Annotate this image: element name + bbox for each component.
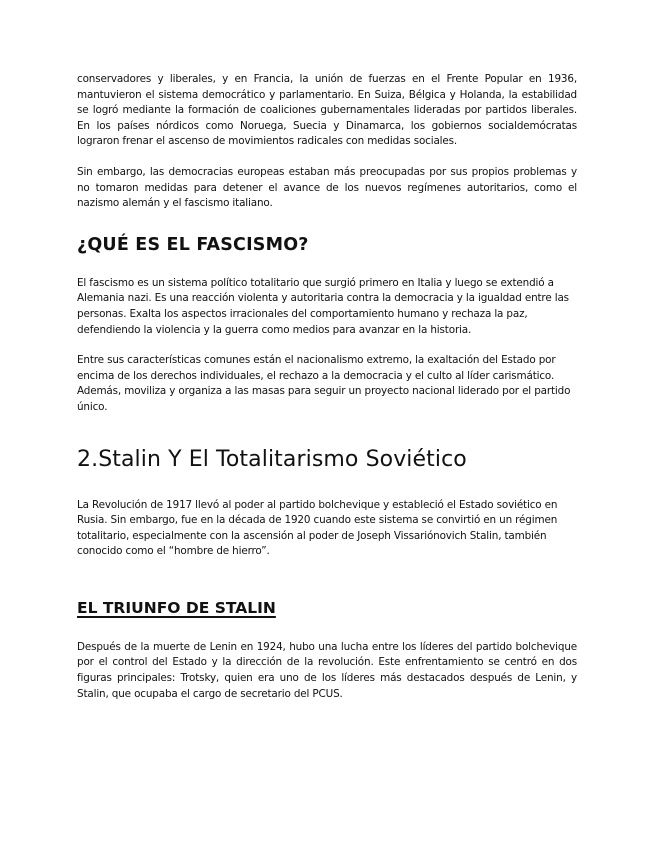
fascismo-heading: ¿QUÉ ES EL FASCISMO? (77, 234, 309, 255)
intro-paragraph-2: Sin embargo, las democracias europeas estaban más preocupadas por sus propios problemas y no tomaron medidas para detener el avance de los nuevos regímenes autoritarios, como el nazismo alemán y el fascismo italiano. (77, 165, 577, 210)
triunfo-heading: EL TRIUNFO DE STALIN (77, 598, 276, 617)
triunfo-paragraph-1: Después de la muerte de Lenin en 1924, hubo una lucha entre los líderes del partido bolchevique por el control del Estado y la dirección de la revolución. Este enfrentamiento se centró en dos figuras principales: Trotsky, quien era uno de los líderes más destacados después de Lenin, y Stalin, que ocupaba el cargo de secretario del PCUS. (77, 640, 577, 700)
stalin-paragraph-1: La Revolución de 1917 llevó al poder al partido bolchevique y estableció el Estado soviético en Rusia. Sin embargo, fue en la década de 1920 cuando este sistema se convirtió en un régimen totalitario, especialmente con la ascensión al poder de Joseph Vissariónovich Stalin, también conocido como el “hombre de hierro”. (77, 498, 558, 558)
stalin-heading: 2.Stalin Y El Totalitarismo Soviético (77, 446, 467, 472)
intro-paragraph-1: conservadores y liberales, y en Francia, la unión de fuerzas en el Frente Popular en 1936, mantuvieron el sistema democrático y parlamentario. En Suiza, Bélgica y Holanda, la estabilidad se logró mediante la formación de coaliciones gubernamentales lideradas por partidos liberales. En los países nórdicos como Noruega, Suecia y Dinamarca, los gobiernos socialdemócratas lograron frenar el ascenso de movimientos radicales con medidas sociales. (77, 73, 577, 148)
fascismo-paragraph-2: Entre sus características comunes están el nacionalismo extremo, la exaltación del Estado por encima de los derechos individuales, el rechazo a la democracia y el culto al líder carismático. Además, moviliza y organiza a las masas para seguir un proyecto nacional liderado por el partido único. (77, 354, 571, 413)
fascismo-paragraph-1: El fascismo es un sistema político totalitario que surgió primero en Italia y luego se extendió a Alemania nazi. Es una reacción violenta y autoritaria contra la democracia y la igualdad entre las personas. Exalta los aspectos irracionales del comportamiento humano y rechaza la paz, defendiendo la violencia y la guerra como medios para avanzar en la historia. (77, 276, 569, 336)
document-page (77, 72, 577, 702)
